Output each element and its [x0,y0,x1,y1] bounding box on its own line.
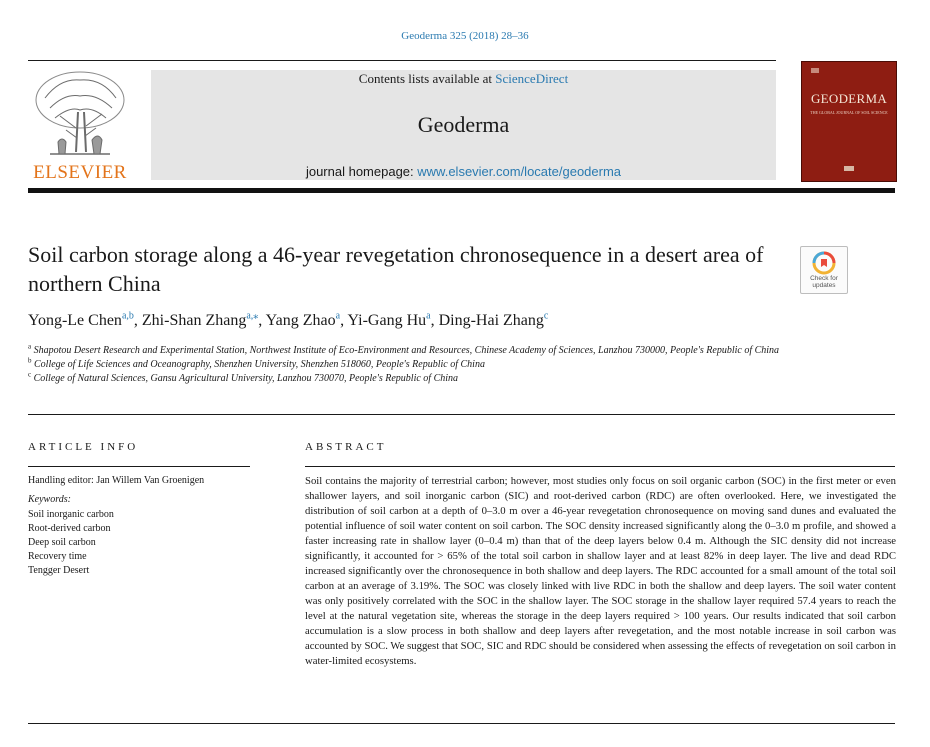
affiliation-mark: a [28,342,32,351]
affiliation-text: College of Natural Sciences, Gansu Agricultural University, Lanzhou 730070, People's Republic of China [31,373,459,384]
abstract-rule [305,466,895,467]
homepage-prefix: journal homepage: [305,164,418,179]
check-for-updates-icon [812,251,836,275]
author-name[interactable]: Yong-Le Chen [28,312,122,329]
keyword: Soil inorganic carbon [28,509,114,520]
journal-cover[interactable] [801,61,897,182]
affiliation [28,358,788,372]
check-for-updates-button[interactable] [800,246,848,294]
author-name[interactable]: Yi-Gang Hu [347,312,427,329]
abstract-heading: ABSTRACT [305,441,387,453]
keyword: Deep soil carbon [28,537,96,548]
affiliation-text: Shapotou Desert Research and Experimental Station, Northwest Institute of Eco-Environment and Resources, Chinese Academy of Sciences, Lanzhou 730000, People's Republic of China [31,345,780,356]
affiliation-mark: c [28,370,32,379]
header-thick-rule [28,188,895,193]
affiliation-text: College of Life Sciences and Oceanography, Shenzhen University, Shenzhen 518060, People's Republic of China [31,359,485,370]
author-separator: , [340,312,348,329]
affiliation [28,344,788,358]
affiliation [28,372,788,386]
keyword: Recovery time [28,551,87,562]
journal-header-box [151,70,776,180]
header-rule [28,60,776,61]
contents-line [151,71,776,87]
author-name[interactable]: Zhi-Shan Zhang [141,312,247,329]
keyword: Root-derived carbon [28,523,111,534]
cover-title: GEODERMA [810,91,888,106]
abstract-text: Soil contains the majority of terrestrial carbon; however, most studies only focus on soil organic carbon (SOC) in the first meter or even shallower layers, and soil inorganic carbon (SIC) and root-derived carbon (RDC) are often overlooked. Here, we investigated the distribution of soil carbon at a depth of 0–3.0 m over a 46-year revegetation chronosequence on moving sand dunes and evaluated the potential influence of soil water content on soil carbon. The SOC density increased significantly along the 0–3.0 m profile, and showed a faster increasing rate in shallow layer (0–0.4 m) than that of the deep layers below 0.4 m. Although the SIC density did not increase significantly, it accounted for > 65% of the total soil carbon in shallow layer and at least 82% in deep layer. The live and dead RDC increased significantly over the chronosequence in both shallow and deep layers. The RDC accounted for a small amount of the total soil carbon at an average of 3.19%. The SOC was closely linked with live RDC in both the shallow and deep layers. The soil water content was only positively correlated with the SOC in the shallow layer. The SOC storage in the shallow layer required 57.4 years to reach the level at the natural vegetation site, whereas the storage in the deep layers required > 100 years. Our results indicated that soil carbon accumulation is a slow process in both shallow and deep layers after revegetation, and the most notable increase in soil carbon was accounted by SOC. We suggest that SOC, SIC and RDC should be considered when assessing the effects of revegetation on soil carbon in water-limited ecosystems. [305,475,896,667]
handling-editor: Handling editor: Jan Willem Van Groenigen [28,475,205,486]
author-affiliation-mark[interactable]: a,b [121,310,134,322]
keyword-list [28,508,114,578]
author-separator: , [133,312,142,329]
author-affiliation-mark[interactable]: a,⁎ [246,310,259,322]
elsevier-tree-icon [30,68,130,160]
journal-name: Geoderma [417,112,510,137]
article-info-rule [28,466,250,467]
publisher-name: ELSEVIER [33,162,127,183]
author-separator: , [430,312,439,329]
check-for-updates-label: Check for updates [810,275,838,289]
article-title: Soil carbon storage along a 46-year revegetation chronosequence in a desert area of northern China [28,242,764,296]
cover-emblem [811,68,819,73]
homepage-line [151,164,776,179]
footer-rule [28,723,895,724]
author-separator: , [258,312,266,329]
author-name[interactable]: Ding-Hai Zhang [438,312,544,329]
sciencedirect-link[interactable]: ScienceDirect [495,71,569,86]
journal-citation[interactable]: Geoderma 325 (2018) 28–36 [401,30,529,42]
article-info-heading: ARTICLE INFO [28,441,139,453]
contents-prefix: Contents lists available at [358,71,496,86]
author-name[interactable]: Yang Zhao [265,312,336,329]
keyword: Tengger Desert [28,565,90,576]
elsevier-logo[interactable] [28,68,132,184]
author-affiliation-mark[interactable]: a [335,310,341,322]
cover-publisher-mark [844,166,854,171]
author-affiliation-mark[interactable]: a [426,310,431,322]
author-affiliation-mark[interactable]: c [543,310,549,322]
affiliation-mark: b [28,356,32,365]
section-rule [28,414,895,415]
cover-subtitle: THE GLOBAL JOURNAL OF SOIL SCIENCE [810,110,888,115]
author-list [28,312,898,330]
keywords-label: Keywords: [28,494,71,505]
homepage-link[interactable]: www.elsevier.com/locate/geoderma [417,164,622,179]
affiliation-list [28,344,788,386]
